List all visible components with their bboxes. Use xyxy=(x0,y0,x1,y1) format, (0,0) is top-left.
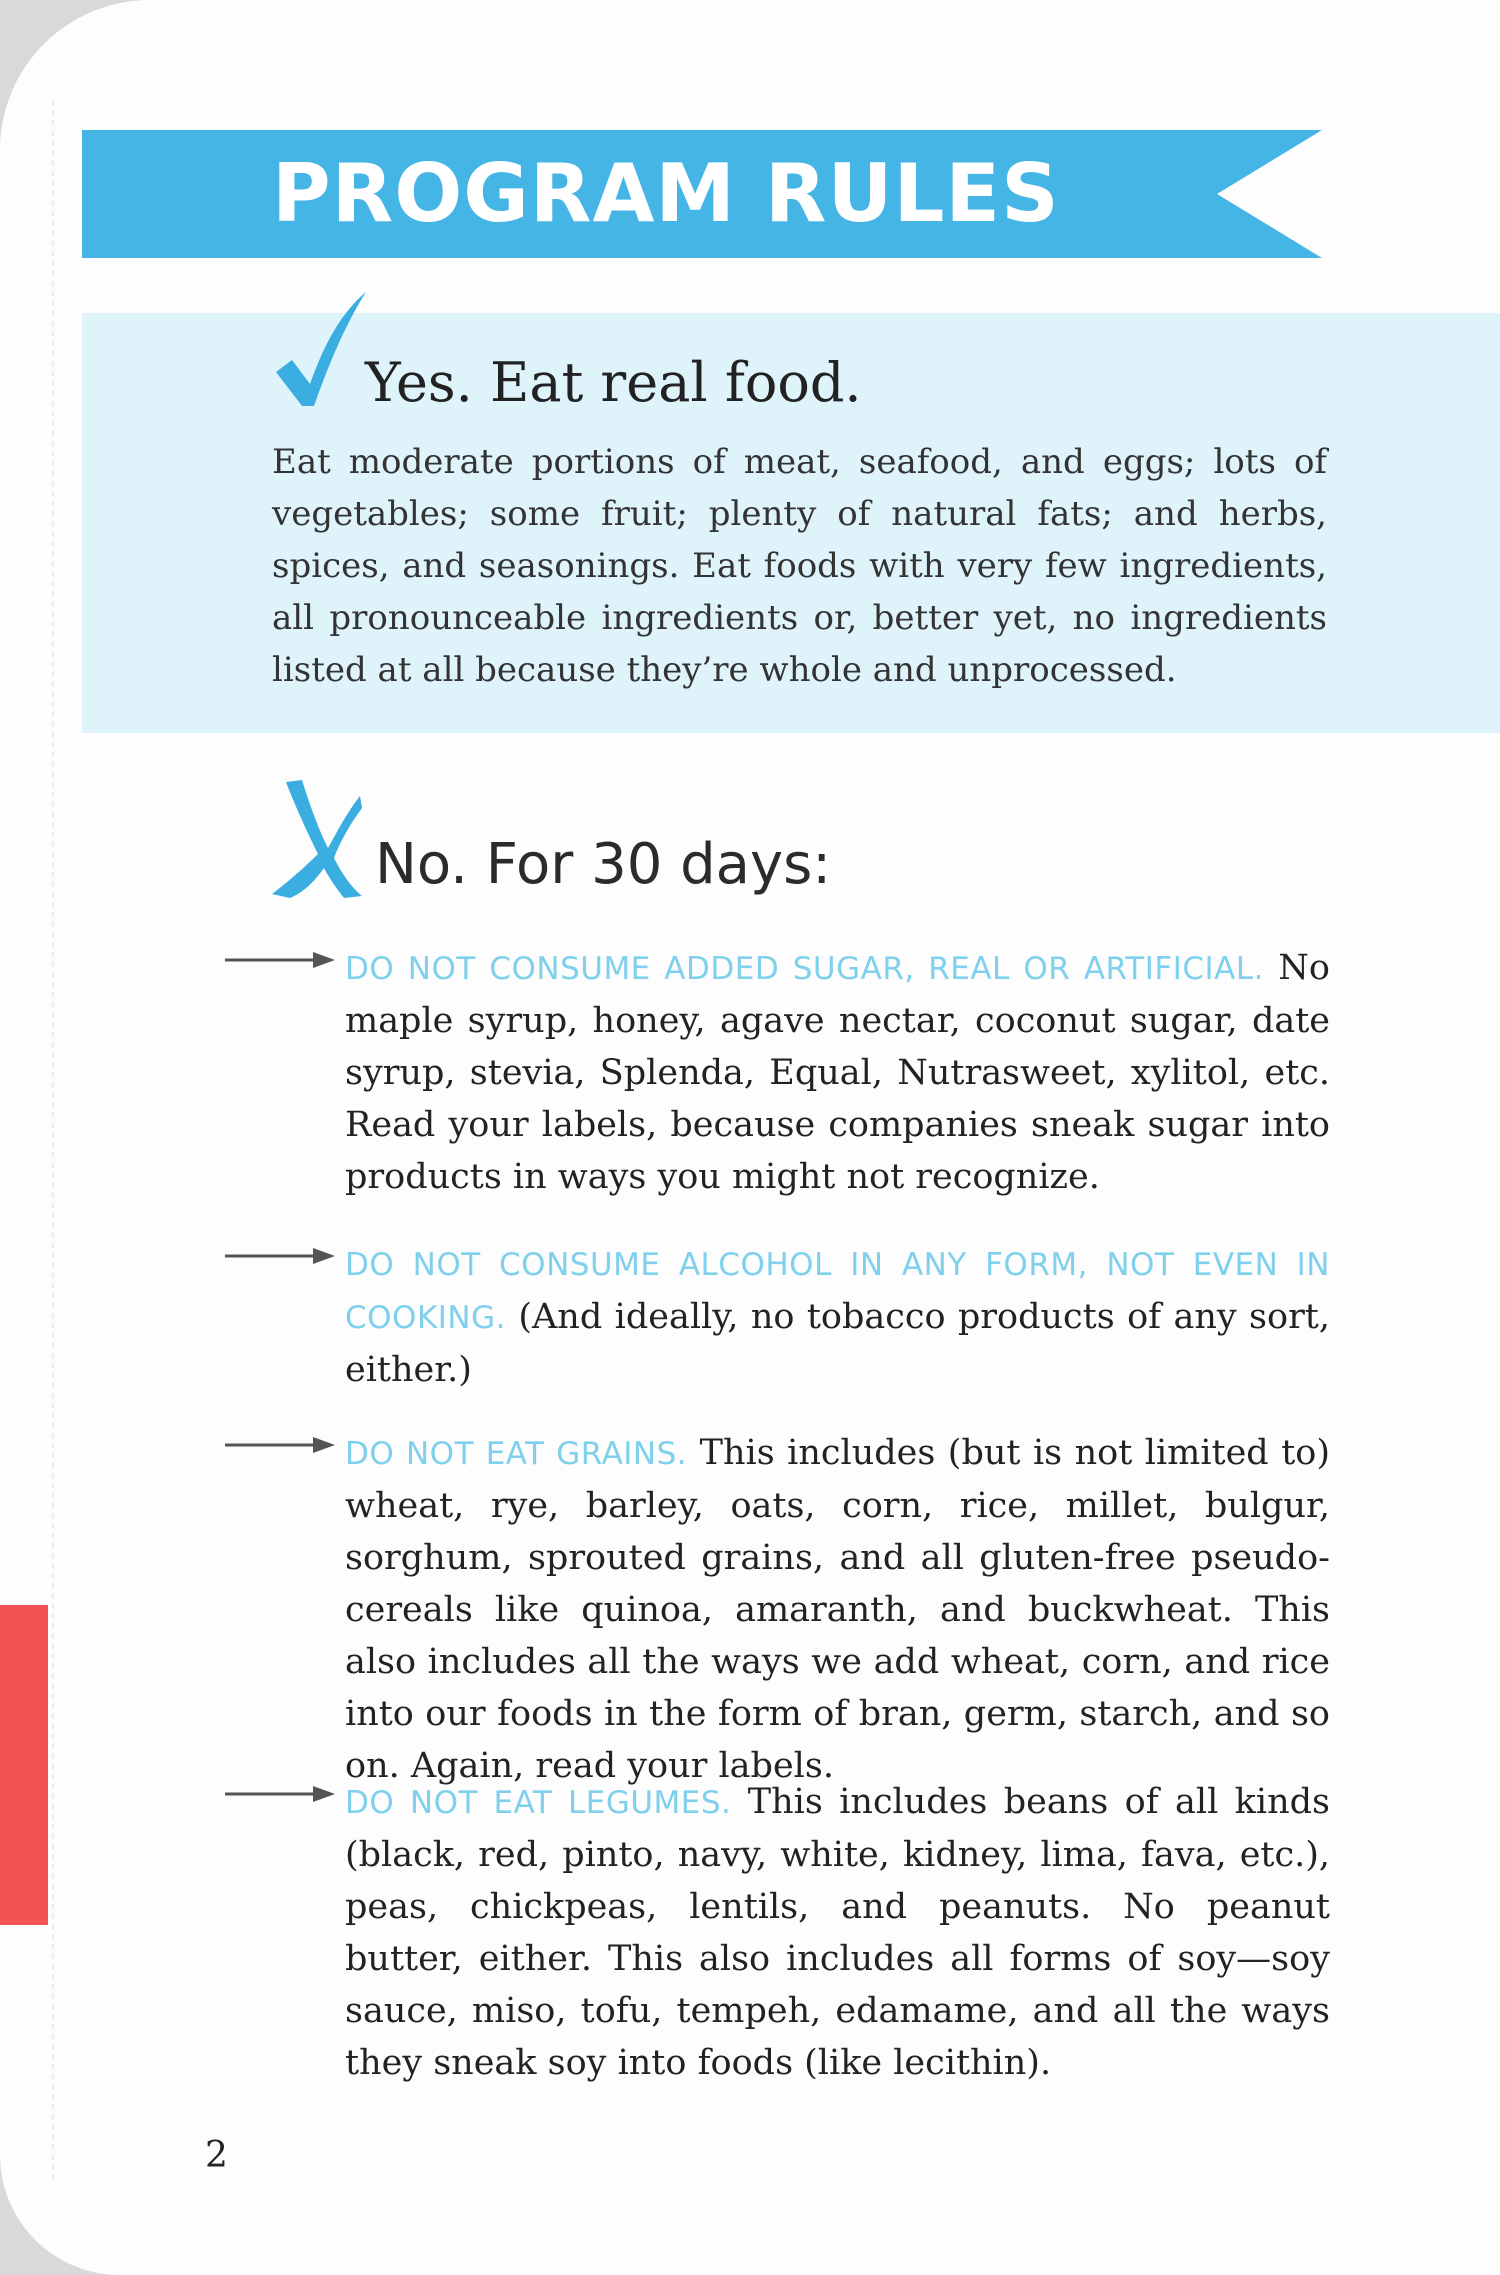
rule-item xyxy=(225,942,1330,1203)
yes-heading: Yes. Eat real food. xyxy=(365,351,862,414)
arrow-icon xyxy=(225,1246,337,1266)
program-rules-banner xyxy=(82,130,1322,258)
rule-heading: DO NOT CONSUME ADDED SUGAR, REAL OR ARTIFICIAL. xyxy=(345,951,1264,987)
rule-paragraph xyxy=(345,1776,1330,2089)
yes-body-text: Eat moderate portions of meat, seafood, and eggs; lots of vegetables; some fruit; plenty of natural fats; and herbs, spices, and seasonings. Eat foods with very few ingredients, all pronounceable ingredients or, better yet, no ingredients listed at all because they’re whole and unprocessed. xyxy=(272,442,1327,690)
rule-item xyxy=(225,1238,1330,1396)
rule-body: No maple syrup, honey, agave nectar, coconut sugar, date syrup, stevia, Splenda, Equal, Nutrasweet, xylitol, etc. Read your labels, because companies sneak sugar into products in ways you might not recognize. xyxy=(345,948,1330,1197)
rule-paragraph xyxy=(345,1427,1330,1792)
rule-heading: DO NOT CONSUME ALCOHOL IN ANY FORM, NOT EVEN IN COOKING. xyxy=(345,1247,1330,1336)
rule-item xyxy=(225,1776,1330,2089)
rule-heading: DO NOT EAT GRAINS. xyxy=(345,1436,688,1472)
arrow-icon xyxy=(225,950,337,970)
no-heading: No. For 30 days: xyxy=(375,832,832,897)
page-number: 2 xyxy=(205,2135,228,2176)
banner-title: PROGRAM RULES xyxy=(272,147,1060,240)
section-tab xyxy=(0,1605,48,1925)
rule-paragraph xyxy=(345,1238,1330,1396)
rule-item xyxy=(225,1427,1330,1792)
x-mark-icon xyxy=(268,778,364,900)
rule-body: This includes (but is not limited to) wheat, rye, barley, oats, corn, rice, millet, bulgur, sorghum, sprouted grains, and all gluten-free pseudo-cereals like quinoa, amaranth, and buckwheat. This also includes all the ways we add wheat, corn, and rice into our foods in the form of bran, germ, starch, and so on. Again, read your labels. xyxy=(345,1433,1330,1786)
checkmark-icon xyxy=(270,290,370,410)
rule-heading: DO NOT EAT LEGUMES. xyxy=(345,1785,732,1821)
arrow-icon xyxy=(225,1435,337,1455)
rule-body: This includes beans of all kinds (black, red, pinto, navy, white, kidney, lima, fava, etc.), peas, chickpeas, lentils, and peanuts. No peanut butter, either. This also includes all forms of soy—soy sauce, miso, tofu, tempeh, edamame, and all the ways they sneak soy into foods (like lecithin). xyxy=(345,1782,1330,2083)
margin-rule xyxy=(52,100,54,2180)
arrow-icon xyxy=(225,1784,337,1804)
rule-body: (And ideally, no tobacco products of any sort, either.) xyxy=(345,1297,1330,1390)
rule-paragraph xyxy=(345,942,1330,1203)
